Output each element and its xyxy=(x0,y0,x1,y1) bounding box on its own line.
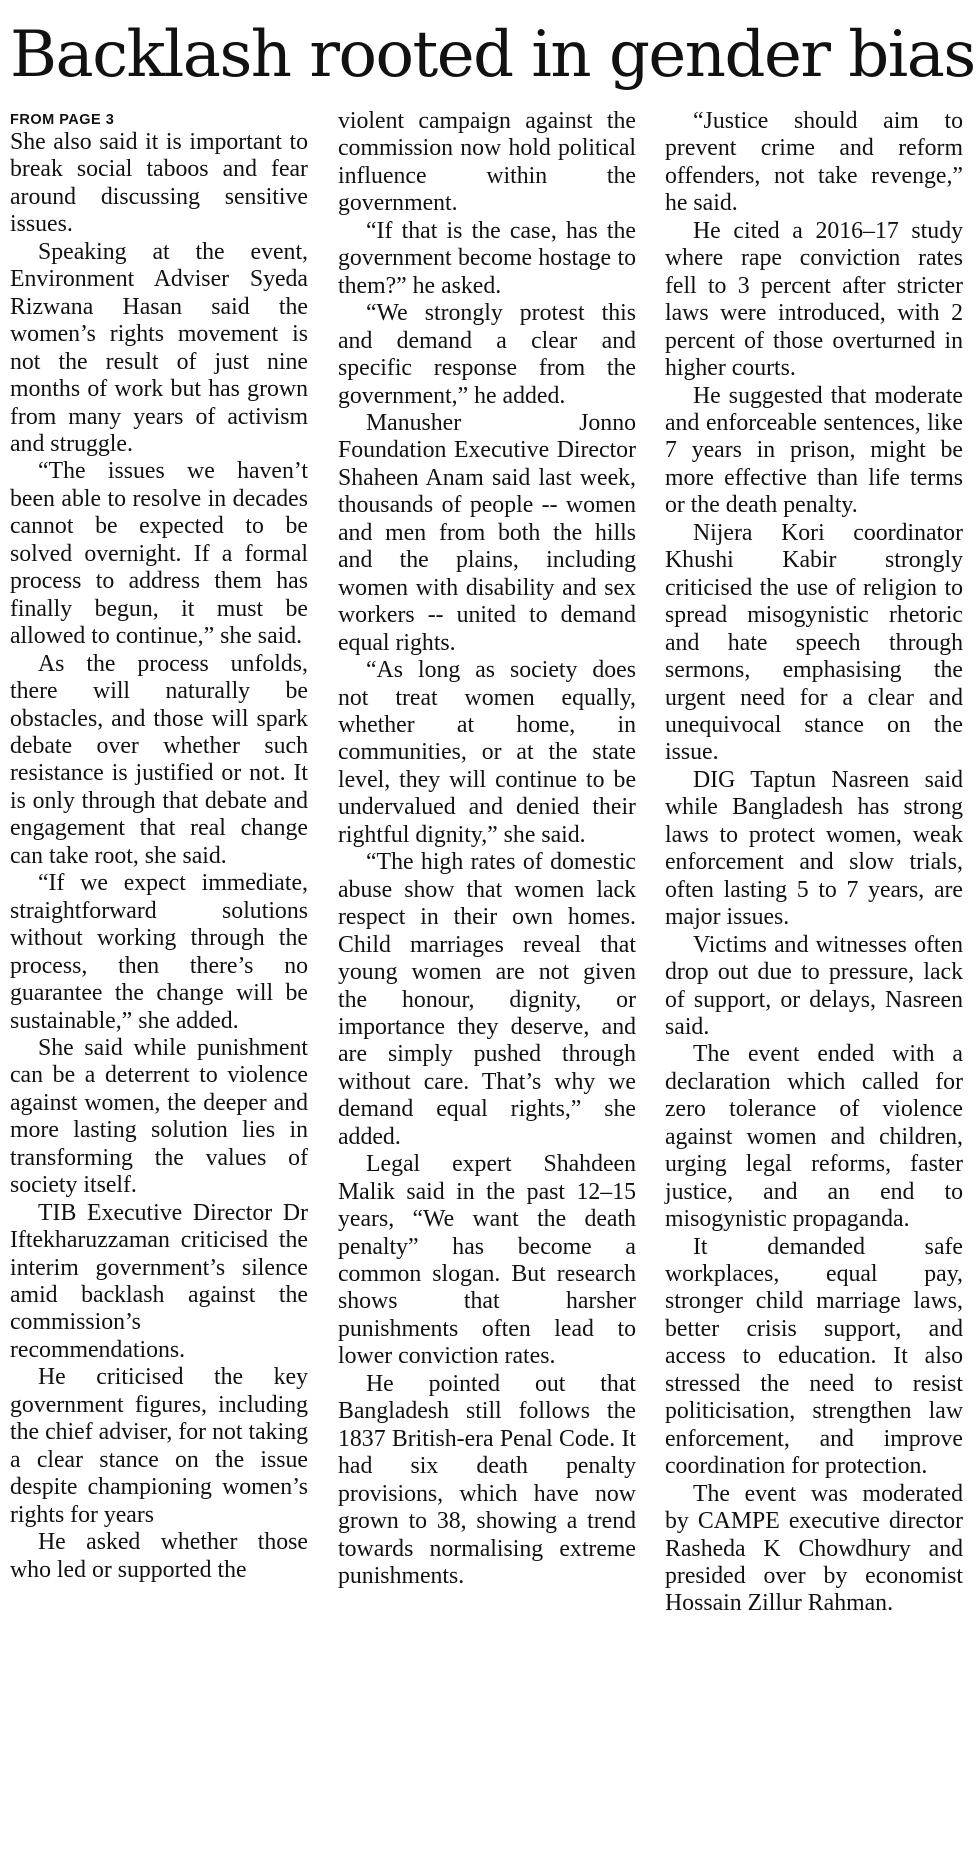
paragraph: DIG Taptun Nasreen said while Bangladesh has strong laws to protect women, weak enforcement and slow trials, often lasting 5 to 7 years, are major issues. xyxy=(665,766,963,931)
paragraph: Legal expert Shahdeen Malik said in the past 12–15 years, “We want the death penalty” has become a common slogan. But research shows that harsher punishments often lead to lower conviction rates. xyxy=(338,1151,636,1370)
paragraph: He cited a 2016–17 study where rape conviction rates fell to 3 percent after stricter laws were introduced, with 2 percent of those overturned in higher courts. xyxy=(665,217,963,382)
article-column-2 xyxy=(338,108,636,1590)
paragraph: “We strongly protest this and demand a clear and specific response from the government,” he added. xyxy=(338,300,636,409)
paragraph: “If we expect immediate, straightforward solutions without working through the process, then there’s no guarantee the change will be sustainable,” she added. xyxy=(10,870,308,1034)
paragraph: Nijera Kori coordinator Khushi Kabir strongly criticised the use of religion to spread misogynistic rhetoric and hate speech through sermons, emphasising the urgent need for a clear and unequivocal stance on the issue. xyxy=(665,519,963,766)
paragraph: Speaking at the event, Environment Adviser Syeda Rizwana Hasan said the women’s rights movement is not the result of just nine months of work but has grown from many years of activism and struggle. xyxy=(10,238,308,457)
paragraph: “The issues we haven’t been able to resolve in decades cannot be expected to be solved overnight. If a formal process to address them has finally begun, it must be allowed to continue,” she said. xyxy=(10,458,308,650)
article-column-3 xyxy=(665,108,963,1618)
paragraph: She also said it is important to break social taboos and fear around discussing sensitive issues. xyxy=(10,129,308,238)
continuation-kicker: FROM PAGE 3 xyxy=(10,112,115,128)
article-column-1 xyxy=(10,110,308,1584)
paragraph: He pointed out that Bangladesh still follows the 1837 British-era Penal Code. It had six death penalty provisions, which have now grown to 38, showing a trend towards normalising extreme punishments. xyxy=(338,1370,636,1590)
paragraph: As the process unfolds, there will naturally be obstacles, and those will spark debate over whether such resistance is justified or not. It is only through that debate and engagement that real change can take root, she said. xyxy=(10,650,308,869)
paragraph: He asked whether those who led or supported the xyxy=(10,1529,308,1583)
headline: Backlash rooted in gender bias xyxy=(10,18,975,92)
paragraph: “The high rates of domestic abuse show that women lack respect in their own homes. Child marriages reveal that young women are not given the honour, dignity, or importance they deserve, and are simply pushed through without care. That’s why we demand equal rights,” she added. xyxy=(338,849,636,1150)
paragraph: “Justice should aim to prevent crime and reform offenders, not take revenge,” he said. xyxy=(665,108,963,217)
paragraph: TIB Executive Director Dr Iftekharuzzaman criticised the interim government’s silence amid backlash against the commission’s recommendations. xyxy=(10,1199,308,1363)
paragraph: “If that is the case, has the government become hostage to them?” he asked. xyxy=(338,217,636,299)
paragraph: The event was moderated by CAMPE executive director Rasheda K Chowdhury and presided over by economist Hossain Zillur Rahman. xyxy=(665,1480,963,1617)
paragraph: violent campaign against the commission now hold political influence within the government. xyxy=(338,108,636,217)
paragraph: It demanded safe workplaces, equal pay, stronger child marriage laws, better crisis support, and access to education. It also stressed the need to resist politicisation, strengthen law enforcement, and improve coordination for protection. xyxy=(665,1233,963,1480)
paragraph: Victims and witnesses often drop out due to pressure, lack of support, or delays, Nasreen said. xyxy=(665,931,963,1040)
paragraph: The event ended with a declaration which called for zero tolerance of violence against women and children, urging legal reforms, faster justice, and an end to misogynistic propaganda. xyxy=(665,1041,963,1233)
paragraph: He criticised the key government figures, including the chief adviser, for not taking a clear stance on the issue despite championing women’s rights for years xyxy=(10,1364,308,1528)
paragraph: “As long as society does not treat women equally, whether at home, in communities, or at the state level, they will continue to be undervalued and denied their rightful dignity,” she said. xyxy=(338,657,636,848)
paragraph: He suggested that moderate and enforceable sentences, like 7 years in prison, might be more effective than life terms or the death penalty. xyxy=(665,382,963,519)
paragraph: She said while punishment can be a deterrent to violence against women, the deeper and more lasting solution lies in transforming the values of society itself. xyxy=(10,1034,308,1199)
paragraph: Manusher Jonno Foundation Executive Director Shaheen Anam said last week, thousands of people -- women and men from both the hills and the plains, including women with disability and sex workers -- united to demand equal rights. xyxy=(338,409,636,656)
